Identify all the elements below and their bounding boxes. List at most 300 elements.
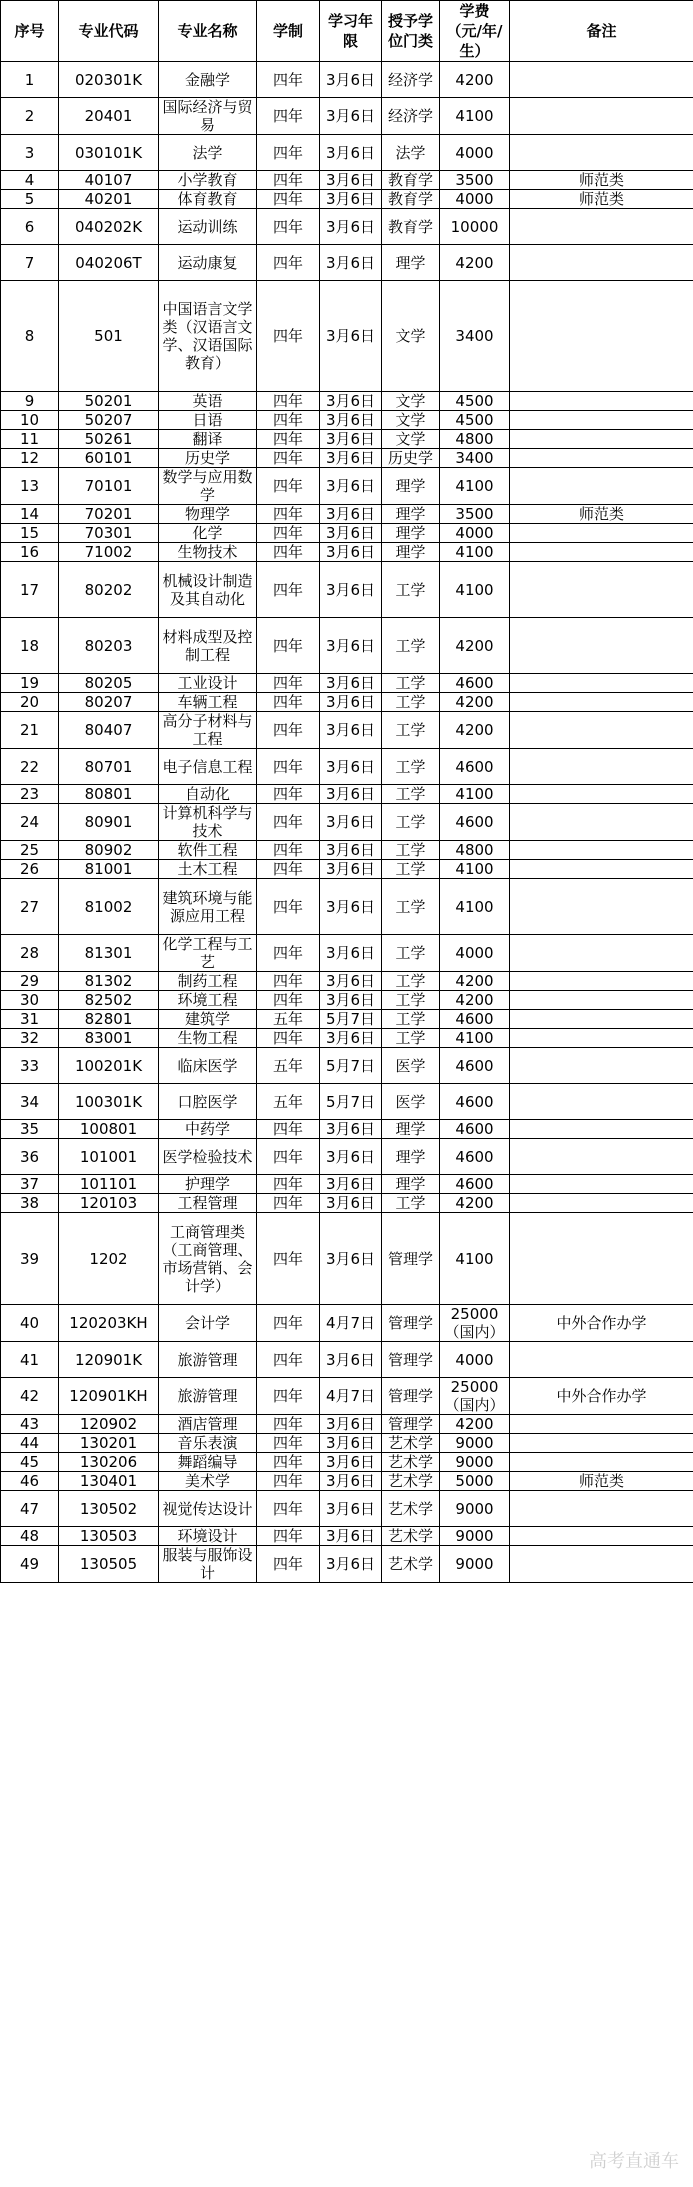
table-row <box>1 804 693 841</box>
table-cell: 42 <box>1 1378 59 1415</box>
table-cell: 36 <box>1 1139 59 1175</box>
table-cell: 3500 <box>440 505 510 524</box>
table-cell: 82801 <box>59 1010 159 1029</box>
table-cell: 四年 <box>257 281 320 392</box>
table-cell: 80205 <box>59 674 159 693</box>
table-cell: 70101 <box>59 468 159 505</box>
table-cell <box>510 712 693 749</box>
table-cell: 40107 <box>59 171 159 190</box>
table-cell: 9000 <box>440 1527 510 1546</box>
table-cell: 4600 <box>440 1084 510 1120</box>
table-cell <box>510 1415 693 1434</box>
table-cell: 4100 <box>440 543 510 562</box>
table-cell: 四年 <box>257 1120 320 1139</box>
table-cell: 四年 <box>257 1139 320 1175</box>
table-cell: 80407 <box>59 712 159 749</box>
table-cell: 理学 <box>382 468 440 505</box>
table-cell: 80701 <box>59 749 159 785</box>
table-cell <box>510 1194 693 1213</box>
table-cell: 14 <box>1 505 59 524</box>
table-cell: 法学 <box>159 135 257 171</box>
table-cell <box>510 1029 693 1048</box>
table-cell: 四年 <box>257 190 320 209</box>
table-cell: 3月6日 <box>320 991 382 1010</box>
table-cell: 3月6日 <box>320 879 382 935</box>
table-cell: 4200 <box>440 1194 510 1213</box>
table-cell: 四年 <box>257 245 320 281</box>
table-cell: 五年 <box>257 1084 320 1120</box>
header-cell: 备注 <box>510 1 693 62</box>
table-cell: 电子信息工程 <box>159 749 257 785</box>
table-cell: 49 <box>1 1546 59 1583</box>
table-cell: 管理学 <box>382 1415 440 1434</box>
table-cell: 3月6日 <box>320 62 382 98</box>
table-cell: 工商管理类（工商管理、市场营销、会计学） <box>159 1213 257 1305</box>
table-cell <box>510 841 693 860</box>
table-cell: 1 <box>1 62 59 98</box>
table-cell: 22 <box>1 749 59 785</box>
table-cell: 5 <box>1 190 59 209</box>
table-row <box>1 1472 693 1491</box>
table-cell: 四年 <box>257 209 320 245</box>
table-cell: 101001 <box>59 1139 159 1175</box>
header-cell: 学费（元/年/生） <box>440 1 510 62</box>
table-cell: 四年 <box>257 468 320 505</box>
table-cell: 四年 <box>257 171 320 190</box>
table-cell: 9 <box>1 392 59 411</box>
table-cell: 3400 <box>440 449 510 468</box>
table-cell: 10000 <box>440 209 510 245</box>
table-cell: 48 <box>1 1527 59 1546</box>
table-row <box>1 1434 693 1453</box>
table-cell: 旅游管理 <box>159 1378 257 1415</box>
table-cell: 4200 <box>440 693 510 712</box>
table-cell <box>510 785 693 804</box>
table-cell: 4000 <box>440 135 510 171</box>
table-cell: 工学 <box>382 1010 440 1029</box>
table-cell <box>510 1342 693 1378</box>
table-cell: 3月6日 <box>320 392 382 411</box>
table-row <box>1 468 693 505</box>
table-row <box>1 1546 693 1583</box>
table-row <box>1 1194 693 1213</box>
table-cell: 法学 <box>382 135 440 171</box>
table-cell: 师范类 <box>510 505 693 524</box>
table-cell: 3月6日 <box>320 430 382 449</box>
table-row <box>1 98 693 135</box>
table-cell: 120902 <box>59 1415 159 1434</box>
table-cell: 小学教育 <box>159 171 257 190</box>
table-cell: 4100 <box>440 468 510 505</box>
table-cell: 自动化 <box>159 785 257 804</box>
table-cell <box>510 562 693 618</box>
table-cell: 71002 <box>59 543 159 562</box>
table-cell: 3月6日 <box>320 245 382 281</box>
table-cell: 27 <box>1 879 59 935</box>
table-cell: 3月6日 <box>320 135 382 171</box>
table-cell: 3月6日 <box>320 1139 382 1175</box>
table-cell <box>510 674 693 693</box>
table-cell: 工学 <box>382 1194 440 1213</box>
table-row <box>1 209 693 245</box>
table-cell: 030101K <box>59 135 159 171</box>
table-cell: 130201 <box>59 1434 159 1453</box>
table-cell: 管理学 <box>382 1305 440 1342</box>
table-cell <box>510 209 693 245</box>
table-cell: 120901K <box>59 1342 159 1378</box>
table-cell: 工学 <box>382 674 440 693</box>
table-cell: 历史学 <box>382 449 440 468</box>
table-cell: 28 <box>1 935 59 972</box>
table-cell: 四年 <box>257 804 320 841</box>
table-cell: 运动训练 <box>159 209 257 245</box>
table-cell: 车辆工程 <box>159 693 257 712</box>
table-cell: 3月6日 <box>320 562 382 618</box>
table-cell: 师范类 <box>510 1472 693 1491</box>
table-cell: 四年 <box>257 411 320 430</box>
table-cell: 五年 <box>257 1048 320 1084</box>
table-cell: 文学 <box>382 430 440 449</box>
table-cell: 3月6日 <box>320 804 382 841</box>
table-cell: 工学 <box>382 785 440 804</box>
table-cell: 文学 <box>382 281 440 392</box>
table-cell <box>510 135 693 171</box>
table-row <box>1 693 693 712</box>
table-cell: 4000 <box>440 524 510 543</box>
table-cell: 四年 <box>257 98 320 135</box>
table-cell: 3月6日 <box>320 1434 382 1453</box>
table-cell: 4600 <box>440 1048 510 1084</box>
table-cell: 3月6日 <box>320 209 382 245</box>
table-row <box>1 1342 693 1378</box>
table-cell: 教育学 <box>382 209 440 245</box>
table-row <box>1 1415 693 1434</box>
table-cell: 工学 <box>382 562 440 618</box>
table-cell: 11 <box>1 430 59 449</box>
table-cell: 3400 <box>440 281 510 392</box>
table-cell: 100801 <box>59 1120 159 1139</box>
table-cell: 3月6日 <box>320 449 382 468</box>
table-cell <box>510 749 693 785</box>
table-cell: 3月6日 <box>320 693 382 712</box>
table-body <box>1 62 693 1583</box>
table-cell: 3月6日 <box>320 1472 382 1491</box>
table-cell <box>510 1491 693 1527</box>
table-cell: 81301 <box>59 935 159 972</box>
table-cell: 4200 <box>440 712 510 749</box>
table-row <box>1 1048 693 1084</box>
table-cell: 教育学 <box>382 171 440 190</box>
table-row <box>1 674 693 693</box>
table-cell: 101101 <box>59 1175 159 1194</box>
table-cell: 3月6日 <box>320 860 382 879</box>
table-cell: 120203KH <box>59 1305 159 1342</box>
table-cell: 34 <box>1 1084 59 1120</box>
table-cell: 环境工程 <box>159 991 257 1010</box>
table-cell: 29 <box>1 972 59 991</box>
table-cell: 4 <box>1 171 59 190</box>
table-cell <box>510 972 693 991</box>
table-cell: 4600 <box>440 674 510 693</box>
table-cell: 师范类 <box>510 190 693 209</box>
table-cell: 理学 <box>382 1175 440 1194</box>
table-cell: 工业设计 <box>159 674 257 693</box>
table-cell: 英语 <box>159 392 257 411</box>
table-cell: 6 <box>1 209 59 245</box>
table-cell: 四年 <box>257 972 320 991</box>
table-cell: 四年 <box>257 879 320 935</box>
table-cell: 17 <box>1 562 59 618</box>
table-cell <box>510 1139 693 1175</box>
table-row <box>1 1029 693 1048</box>
header-cell: 学制 <box>257 1 320 62</box>
table-cell: 50207 <box>59 411 159 430</box>
table-cell: 四年 <box>257 430 320 449</box>
table-cell: 四年 <box>257 449 320 468</box>
table-cell: 3月6日 <box>320 543 382 562</box>
table-cell: 37 <box>1 1175 59 1194</box>
table-cell: 3月6日 <box>320 505 382 524</box>
table-cell: 3月6日 <box>320 171 382 190</box>
table-cell: 020301K <box>59 62 159 98</box>
table-row <box>1 524 693 543</box>
table-row <box>1 1084 693 1120</box>
table-cell: 4100 <box>440 1213 510 1305</box>
table-cell: 25000（国内） <box>440 1305 510 1342</box>
table-cell <box>510 524 693 543</box>
table-cell: 80901 <box>59 804 159 841</box>
table-cell: 四年 <box>257 524 320 543</box>
table-cell: 46 <box>1 1472 59 1491</box>
table-row <box>1 411 693 430</box>
table-row <box>1 190 693 209</box>
table-cell: 3月6日 <box>320 1029 382 1048</box>
table-cell: 4500 <box>440 392 510 411</box>
table-cell: 工学 <box>382 749 440 785</box>
table-cell: 四年 <box>257 1472 320 1491</box>
table-cell: 100301K <box>59 1084 159 1120</box>
table-cell: 26 <box>1 860 59 879</box>
table-cell: 130505 <box>59 1546 159 1583</box>
table-cell: 体育教育 <box>159 190 257 209</box>
table-cell: 3 <box>1 135 59 171</box>
table-cell: 5月7日 <box>320 1084 382 1120</box>
table-cell <box>510 935 693 972</box>
table-cell: 4200 <box>440 972 510 991</box>
table-cell: 师范类 <box>510 171 693 190</box>
table-cell: 24 <box>1 804 59 841</box>
table-cell: 机械设计制造及其自动化 <box>159 562 257 618</box>
watermark: 高考直通车 <box>589 2151 679 2172</box>
table-cell: 会计学 <box>159 1305 257 1342</box>
table-cell: 3月6日 <box>320 618 382 674</box>
table-cell: 1202 <box>59 1213 159 1305</box>
table-cell: 四年 <box>257 1491 320 1527</box>
table-cell <box>510 1527 693 1546</box>
table-cell: 81002 <box>59 879 159 935</box>
table-cell: 4600 <box>440 1175 510 1194</box>
table-cell <box>510 1010 693 1029</box>
table-cell: 化学 <box>159 524 257 543</box>
table-cell: 5月7日 <box>320 1010 382 1029</box>
table-cell: 4600 <box>440 749 510 785</box>
table-row <box>1 1213 693 1305</box>
table-cell: 4000 <box>440 935 510 972</box>
table-row <box>1 1491 693 1527</box>
table-cell: 23 <box>1 785 59 804</box>
table-row <box>1 135 693 171</box>
table-cell: 4100 <box>440 98 510 135</box>
table-cell: 高分子材料与工程 <box>159 712 257 749</box>
table-cell <box>510 804 693 841</box>
table-cell: 视觉传达设计 <box>159 1491 257 1527</box>
table-cell: 21 <box>1 712 59 749</box>
table-cell: 82502 <box>59 991 159 1010</box>
table-cell <box>510 392 693 411</box>
table-cell: 4200 <box>440 618 510 674</box>
table-cell: 文学 <box>382 392 440 411</box>
table-row <box>1 879 693 935</box>
table-cell: 材料成型及控制工程 <box>159 618 257 674</box>
table-cell: 80801 <box>59 785 159 804</box>
table-cell <box>510 411 693 430</box>
table-row <box>1 841 693 860</box>
table-cell: 四年 <box>257 935 320 972</box>
table-cell: 工学 <box>382 935 440 972</box>
table-cell: 25 <box>1 841 59 860</box>
table-cell: 4200 <box>440 1415 510 1434</box>
table-cell: 130503 <box>59 1527 159 1546</box>
table-cell: 41 <box>1 1342 59 1378</box>
table-cell: 31 <box>1 1010 59 1029</box>
table-cell: 中外合作办学 <box>510 1305 693 1342</box>
table-cell: 33 <box>1 1048 59 1084</box>
table-cell: 土木工程 <box>159 860 257 879</box>
table-cell: 工学 <box>382 972 440 991</box>
table-cell: 物理学 <box>159 505 257 524</box>
table-cell: 国际经济与贸易 <box>159 98 257 135</box>
table-cell: 3500 <box>440 171 510 190</box>
table-cell: 20401 <box>59 98 159 135</box>
table-cell: 130401 <box>59 1472 159 1491</box>
table-cell: 38 <box>1 1194 59 1213</box>
table-cell: 四年 <box>257 749 320 785</box>
table-cell: 工程管理 <box>159 1194 257 1213</box>
table-cell: 4600 <box>440 1120 510 1139</box>
table-cell: 艺术学 <box>382 1472 440 1491</box>
table-cell <box>510 879 693 935</box>
table-cell: 4月7日 <box>320 1378 382 1415</box>
table-cell: 四年 <box>257 1305 320 1342</box>
table-cell: 80207 <box>59 693 159 712</box>
table-cell: 50261 <box>59 430 159 449</box>
table-cell: 四年 <box>257 1029 320 1048</box>
table-cell: 四年 <box>257 505 320 524</box>
table-cell: 文学 <box>382 411 440 430</box>
table-cell <box>510 1084 693 1120</box>
table-cell: 44 <box>1 1434 59 1453</box>
table-row <box>1 972 693 991</box>
table-cell: 教育学 <box>382 190 440 209</box>
table-cell: 4800 <box>440 430 510 449</box>
table-row <box>1 935 693 972</box>
table-cell: 医学 <box>382 1084 440 1120</box>
table-cell: 建筑环境与能源应用工程 <box>159 879 257 935</box>
table-cell: 70301 <box>59 524 159 543</box>
table-cell <box>510 468 693 505</box>
table-cell: 13 <box>1 468 59 505</box>
table-cell: 管理学 <box>382 1378 440 1415</box>
table-cell: 工学 <box>382 991 440 1010</box>
table-cell: 管理学 <box>382 1213 440 1305</box>
table-cell: 四年 <box>257 543 320 562</box>
table-cell: 中外合作办学 <box>510 1378 693 1415</box>
table-cell: 4500 <box>440 411 510 430</box>
table-cell: 3月6日 <box>320 785 382 804</box>
table-cell: 音乐表演 <box>159 1434 257 1453</box>
table-cell <box>510 245 693 281</box>
table-cell: 理学 <box>382 524 440 543</box>
table-cell: 70201 <box>59 505 159 524</box>
table-cell: 四年 <box>257 1342 320 1378</box>
table-cell: 3月6日 <box>320 1194 382 1213</box>
table-cell: 理学 <box>382 245 440 281</box>
table-cell: 80202 <box>59 562 159 618</box>
table-cell: 32 <box>1 1029 59 1048</box>
table-cell: 3月6日 <box>320 749 382 785</box>
table-cell: 四年 <box>257 1378 320 1415</box>
table-cell: 口腔医学 <box>159 1084 257 1120</box>
table-cell: 4100 <box>440 879 510 935</box>
table-cell: 39 <box>1 1213 59 1305</box>
table-cell: 3月6日 <box>320 1527 382 1546</box>
table-cell: 四年 <box>257 1213 320 1305</box>
table-row <box>1 1139 693 1175</box>
table-cell: 9000 <box>440 1546 510 1583</box>
table-row <box>1 860 693 879</box>
table-row <box>1 991 693 1010</box>
table-cell: 服装与服饰设计 <box>159 1546 257 1583</box>
table-cell: 3月6日 <box>320 972 382 991</box>
table-cell: 120103 <box>59 1194 159 1213</box>
table-row <box>1 543 693 562</box>
table-cell: 生物技术 <box>159 543 257 562</box>
table-cell: 3月6日 <box>320 1213 382 1305</box>
table-cell: 护理学 <box>159 1175 257 1194</box>
table-cell: 艺术学 <box>382 1491 440 1527</box>
table-cell: 运动康复 <box>159 245 257 281</box>
table-cell: 8 <box>1 281 59 392</box>
table-cell <box>510 1048 693 1084</box>
table-cell: 9000 <box>440 1434 510 1453</box>
table-cell: 4000 <box>440 190 510 209</box>
table-row <box>1 1175 693 1194</box>
table-cell: 四年 <box>257 618 320 674</box>
table-cell: 16 <box>1 543 59 562</box>
table-cell: 2 <box>1 98 59 135</box>
table-cell: 四年 <box>257 712 320 749</box>
table-cell: 3月6日 <box>320 1453 382 1472</box>
table-cell: 4100 <box>440 562 510 618</box>
table-cell: 3月6日 <box>320 1415 382 1434</box>
table-cell: 7 <box>1 245 59 281</box>
table-cell: 制药工程 <box>159 972 257 991</box>
table-cell: 医学 <box>382 1048 440 1084</box>
table-row <box>1 392 693 411</box>
table-cell: 3月6日 <box>320 1491 382 1527</box>
table-cell: 81001 <box>59 860 159 879</box>
table-cell: 经济学 <box>382 98 440 135</box>
